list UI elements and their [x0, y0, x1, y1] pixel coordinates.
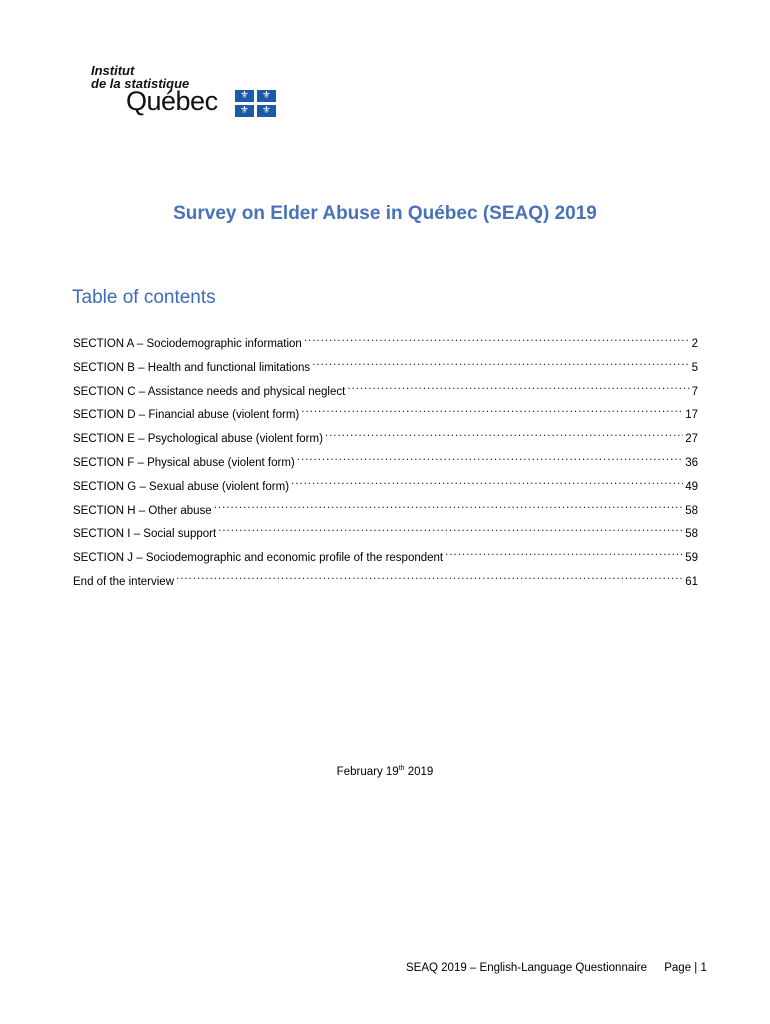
- toc-entry-label: SECTION B – Health and functional limitations: [73, 361, 311, 374]
- toc-entry[interactable]: [73, 329, 698, 350]
- fleur-de-lis-icon: ⚜: [262, 90, 271, 101]
- toc-entry[interactable]: [73, 353, 698, 374]
- fleur-de-lis-icon: ⚜: [262, 105, 271, 116]
- toc-entry[interactable]: [73, 472, 698, 493]
- toc-entry-page: 2: [691, 338, 698, 350]
- toc-entry-label: SECTION E – Psychological abuse (violent form): [73, 433, 323, 446]
- toc-entry-page: 59: [685, 552, 698, 565]
- date-ordinal-suffix: th: [398, 765, 405, 772]
- toc-entry-page: 27: [685, 433, 698, 446]
- footer-text: SEAQ 2019 – English-Language Questionnaire: [406, 962, 648, 974]
- logo-line-statistique: de la statistique: [91, 76, 190, 91]
- toc-entry-page: 7: [691, 385, 698, 398]
- toc-entry-label: SECTION J – Sociodemographic and economic profile of the respondent: [73, 552, 444, 565]
- toc-leader-dots: [445, 543, 683, 561]
- toc-entry-label: SECTION C – Assistance needs and physical neglect: [73, 385, 346, 398]
- toc-entry[interactable]: [73, 377, 698, 398]
- toc-leader-dots: [325, 424, 683, 442]
- toc-entry-label: SECTION F – Physical abuse (violent form): [73, 457, 295, 469]
- toc-entry[interactable]: [73, 567, 698, 588]
- document-title: Survey on Elder Abuse in Québec (SEAQ) 2019: [173, 203, 597, 224]
- toc-leader-dots: [214, 496, 684, 514]
- toc-entry-label: SECTION D – Financial abuse (violent form): [73, 409, 300, 422]
- toc-entry-label: SECTION A – Sociodemographic information: [73, 338, 302, 350]
- toc-leader-dots: [347, 377, 689, 395]
- toc-entry-page: 49: [685, 480, 698, 493]
- quebec-flag-icon: [235, 90, 276, 117]
- fleur-de-lis-icon: ⚜: [240, 105, 249, 116]
- toc-entry-page: 58: [685, 504, 698, 517]
- toc-leader-dots: [304, 329, 690, 347]
- logo-line-quebec: Québec: [126, 86, 218, 116]
- document-date: [0, 765, 770, 778]
- toc-entry-page: 61: [685, 576, 698, 588]
- toc-entry[interactable]: [73, 448, 698, 469]
- toc-leader-dots: [291, 472, 683, 490]
- toc-entry-label: SECTION I – Social support: [73, 528, 217, 541]
- toc-leader-dots: [301, 400, 683, 418]
- toc-entry-label: SECTION H – Other abuse: [73, 504, 212, 517]
- institut-logo: [86, 62, 286, 122]
- date-year: 2019: [407, 765, 434, 778]
- page-footer: [406, 962, 707, 974]
- fleur-de-lis-icon: ⚜: [240, 90, 249, 101]
- toc-entry-page: 58: [685, 528, 698, 541]
- toc-heading: Table of contents: [72, 287, 216, 308]
- footer-page-number: Page | 1: [664, 962, 707, 974]
- toc-entry[interactable]: [73, 543, 698, 565]
- toc-entry-label: SECTION G – Sexual abuse (violent form): [73, 480, 290, 493]
- toc-leader-dots: [297, 448, 683, 466]
- toc-entry[interactable]: [73, 400, 698, 422]
- toc-leader-dots: [176, 567, 683, 585]
- toc-entry[interactable]: [73, 496, 698, 517]
- toc-entry[interactable]: [73, 424, 698, 446]
- logo-line-institut: Institut: [91, 63, 135, 78]
- toc-entry-page: 5: [691, 361, 698, 374]
- toc-entry-page: 17: [685, 409, 698, 422]
- toc-entry-page: 36: [685, 457, 698, 469]
- date-month-day: February 19: [336, 765, 399, 778]
- toc-entry[interactable]: [73, 519, 698, 541]
- toc-entry-label: End of the interview: [73, 576, 175, 588]
- toc-leader-dots: [218, 519, 683, 537]
- toc-leader-dots: [312, 353, 689, 371]
